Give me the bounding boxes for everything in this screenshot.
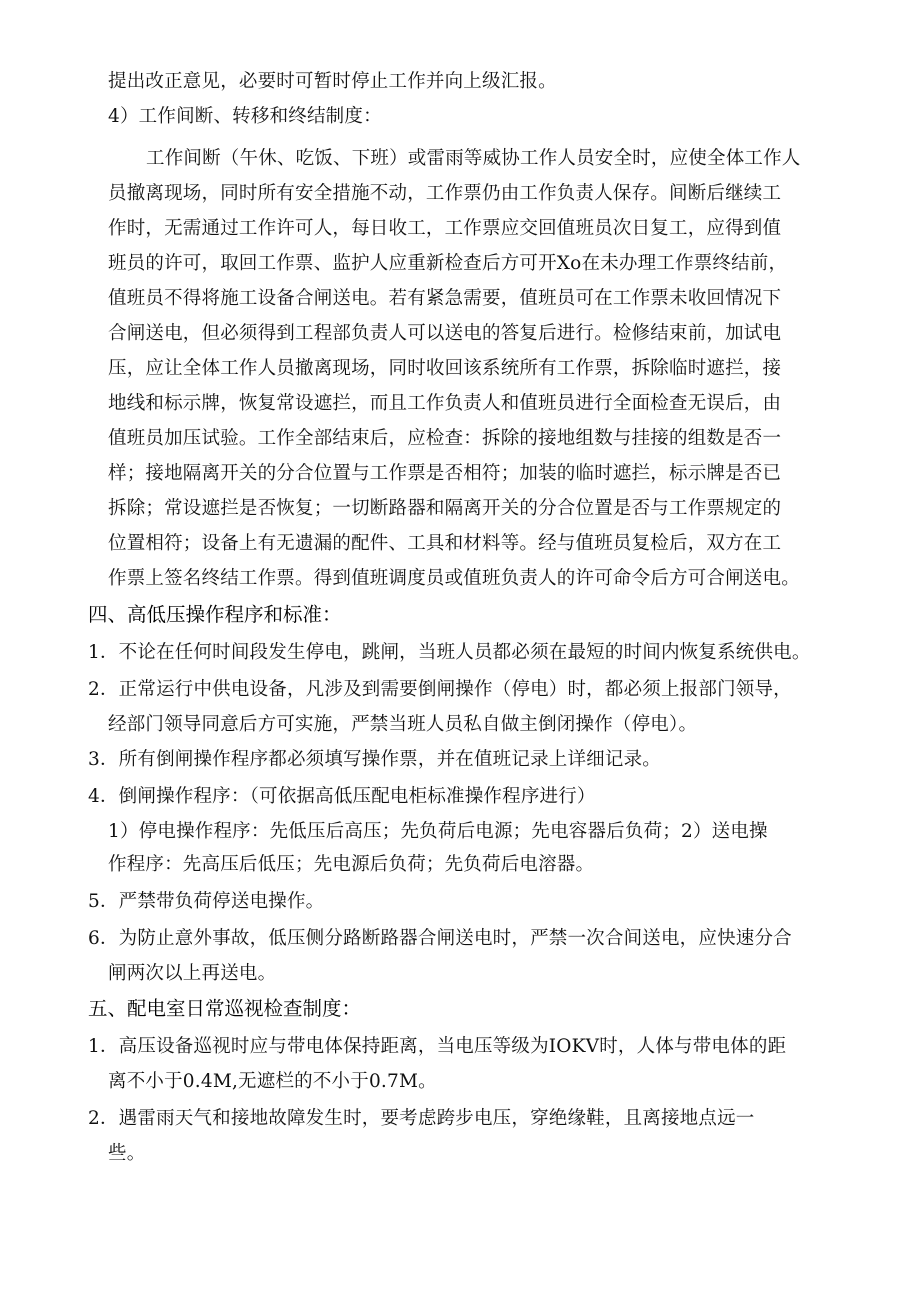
list-item-continuation: 闸两次以上再送电。 [108,963,277,984]
paragraph-line: 合闸送电，但必须得到工程部负责人可以送电的答复后进行。检修结束前，加试电 [108,323,782,344]
list-item: 1．不论在任何时间段发生停电，跳闸，当班人员都必须在最短的时间内恢复系统供电。 [88,642,811,663]
sub-item: 1）停电操作程序：先低压后高压；先负荷后电源；先电容器后负荷；2）送电操 [108,821,768,842]
list-item-continuation: 离不小于0.4M,无遮栏的不小于0.7M。 [108,1071,437,1092]
list-item: 1．高压设备巡视时应与带电体保持距离，当电压等级为IOKV时，人体与带电体的距 [88,1036,787,1057]
section-heading: 四、高低压操作程序和标准： [88,603,342,626]
list-item-continuation: 经部门领导同意后方可实施，严禁当班人员私自做主倒闭操作（停电）。 [108,714,698,735]
paragraph-line: 压，应让全体工作人员撤离现场，同时收回该系统所有工作票，拆除临时遮拦，接 [108,358,782,379]
paragraph-line: 地线和标示牌，恢复常设遮拦，而且工作负责人和值班员进行全面检查无误后，由 [108,393,782,414]
paragraph-line: 值班员加压试验。工作全部结束后，应检查：拆除的接地组数与挂接的组数是否一 [108,428,782,449]
section-heading: 五、配电室日常巡视检查制度： [88,997,362,1020]
paragraph-line: 作票上签名终结工作票。得到值班调度员或值班负责人的许可命令后方可合闸送电。 [108,568,800,589]
paragraph-line: 班员的许可，取回工作票、监护人应重新检查后方可开Xo在未办理工作票终结前， [108,253,788,274]
list-item: 2．遇雷雨天气和接地故障发生时，要考虑跨步电压，穿绝缘鞋，且离接地点远一 [88,1108,755,1129]
paragraph-line: 工作间断（午休、吃饭、下班）或雷雨等威协工作人员安全时，应使全体工作人 [146,148,801,169]
paragraph-line: 提出改正意见，必要时可暂时停止工作并向上级汇报。 [108,71,557,92]
item-title: 4）工作间断、转移和终结制度： [108,106,382,127]
sub-item-continuation: 作程序：先高压后低压；先电源后负荷；先负荷后电溶器。 [108,854,595,875]
list-item: 6．为防止意外事故，低压侧分路断路器合闸送电时，严禁一次合间送电，应快速分合 [88,928,792,949]
list-item-continuation: 些。 [108,1143,146,1164]
paragraph-line: 值班员不得将施工设备合闸送电。若有紧急需要，值班员可在工作票未收回情况下 [108,288,782,309]
list-item: 2．正常运行中供电设备，凡涉及到需要倒闸操作（停电）时，都必须上报部门领导， [88,679,792,700]
paragraph-line: 样；接地隔离开关的分合位置与工作票是否相符；加装的临时遮拦，标示牌是否已 [108,463,782,484]
paragraph-line: 员撤离现场，同时所有安全措施不动，工作票仍由工作负责人保存。间断后继续工 [108,183,782,204]
list-item: 3．所有倒闸操作程序都必须填写操作票，并在值班记录上详细记录。 [88,749,661,770]
list-item: 5．严禁带负荷停送电操作。 [88,891,325,912]
paragraph-line: 拆除；常设遮拦是否恢复；一切断路器和隔离开关的分合位置是否与工作票规定的 [108,498,782,519]
paragraph-line: 位置相符；设备上有无遗漏的配件、工具和材料等。经与值班员复检后，双方在工 [108,533,782,554]
paragraph-line: 作时，无需通过工作许可人，每日收工，工作票应交回值班员次日复工，应得到值 [108,218,782,239]
list-item: 4．倒闸操作程序：（可依据高低压配电柜标准操作程序进行） [88,786,596,807]
